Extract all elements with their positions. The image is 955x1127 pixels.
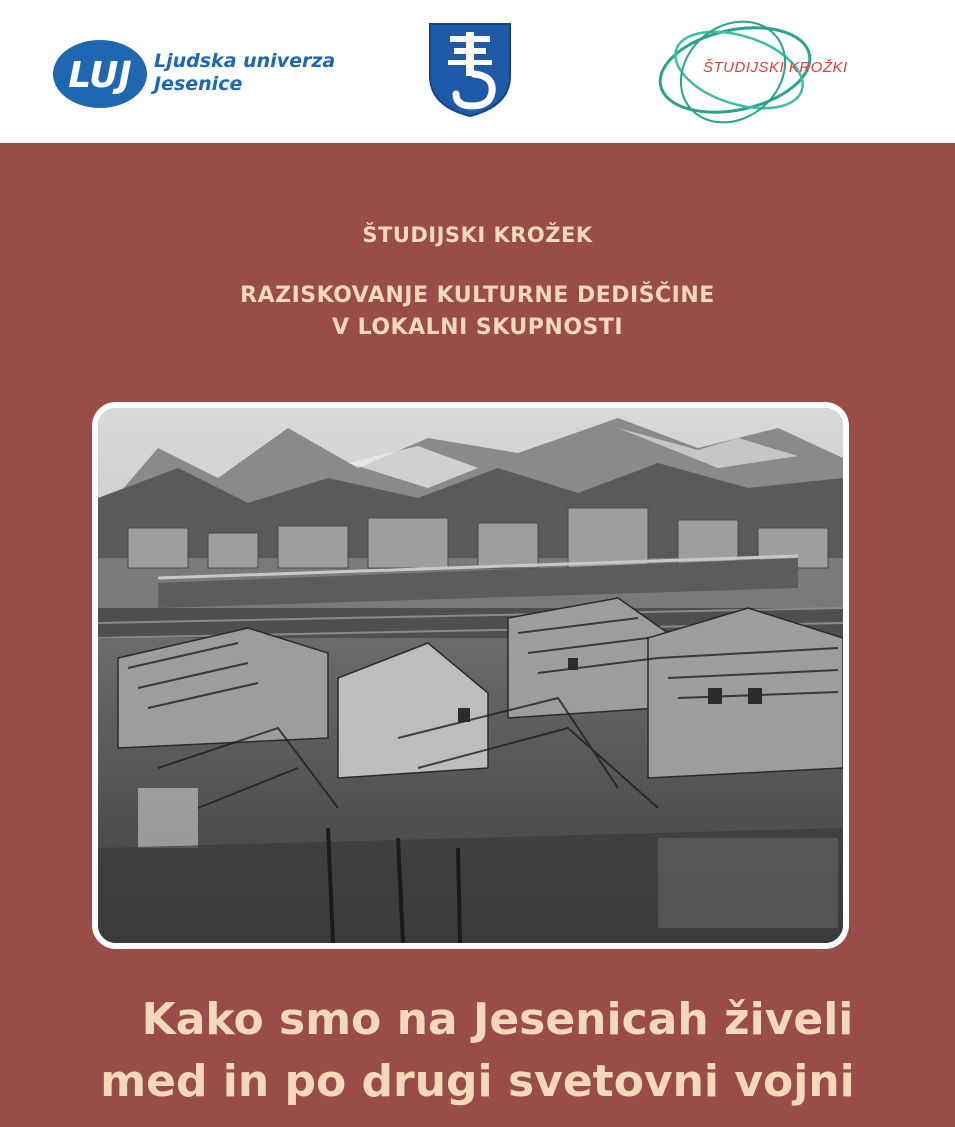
program-subtitle-line1: RAZISKOVANJE KULTURNE DEDIŠČINE: [240, 283, 715, 308]
jesenice-coat-of-arms-icon: [428, 22, 512, 118]
luj-logo-mark: LUJ: [68, 55, 132, 96]
cover-title-line1: Kako smo na Jesenicah živeli: [141, 994, 854, 1045]
studijski-krozki-text: ŠTUDIJSKI KROŽKI: [703, 59, 848, 76]
cover-header: [0, 0, 955, 143]
cover-title-line2: med in po drugi svetovni vojni: [100, 1056, 855, 1107]
luj-logo-line1: Ljudska univerza: [154, 50, 336, 72]
cover-photo: [92, 402, 849, 949]
war-ruins-photo: [98, 408, 843, 943]
program-label: ŠTUDIJSKI KROŽEK: [362, 223, 593, 247]
program-subtitle: [0, 280, 955, 344]
cover-panel: [0, 143, 955, 1127]
luj-logo-text: [154, 50, 335, 96]
program-subtitle-line2: V LOKALNI SKUPNOSTI: [331, 315, 624, 340]
luj-logo-line2: Jesenice: [154, 73, 243, 95]
